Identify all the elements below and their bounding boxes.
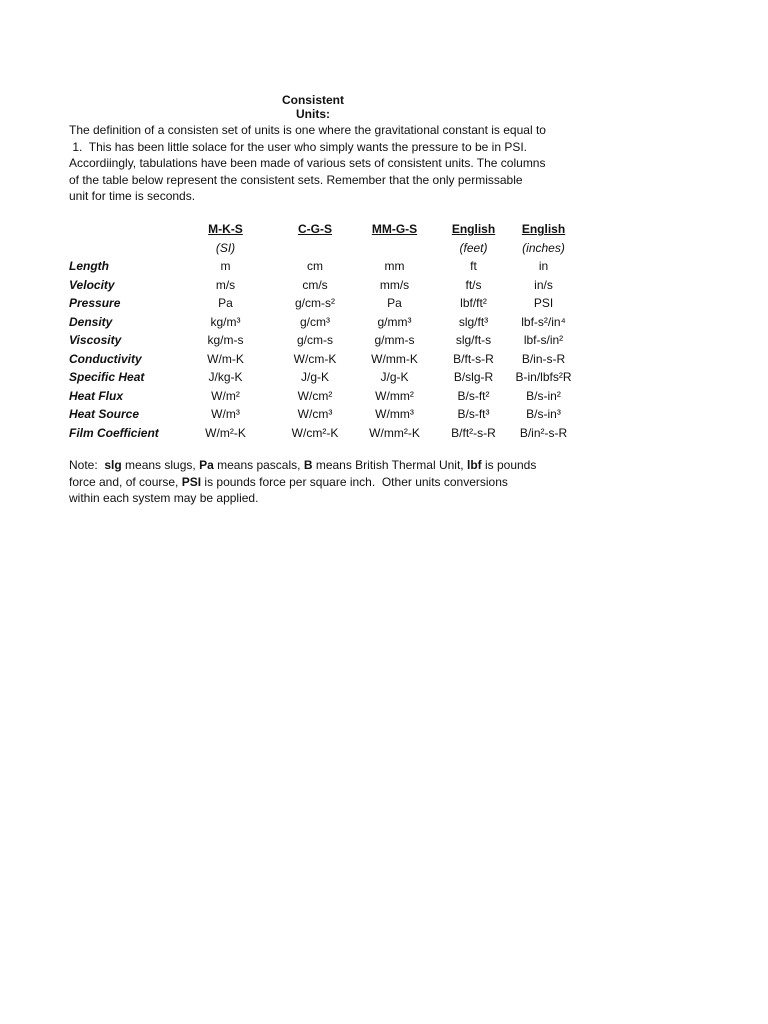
unit-cell: W/cm²-K bbox=[291, 425, 339, 440]
unit-cell: W/mm²-K bbox=[369, 425, 420, 440]
table-row bbox=[69, 313, 576, 332]
note-term-psi: PSI bbox=[181, 474, 202, 489]
note-text: Note: bbox=[69, 458, 105, 472]
intro-line: The definition of a consisten set of units is one where the gravitational constant is equal to bbox=[69, 123, 546, 137]
table-row bbox=[69, 257, 576, 276]
column-subheader-cgs bbox=[277, 239, 353, 258]
unit-cell: J/g-K bbox=[300, 370, 329, 385]
unit-cell: cm/s bbox=[302, 277, 328, 292]
unit-cell: g/mm³ bbox=[377, 314, 412, 329]
unit-cell: W/cm² bbox=[297, 388, 333, 403]
note-text: is pounds bbox=[481, 458, 537, 472]
unit-cell: Pa bbox=[387, 296, 402, 311]
unit-cell: in/s bbox=[534, 277, 553, 292]
unit-cell: W/m³ bbox=[211, 407, 240, 422]
column-header-cgs: C-G-S bbox=[298, 222, 332, 237]
column-header-mks: M-K-S bbox=[208, 222, 243, 237]
unit-cell: B/s-ft² bbox=[457, 388, 490, 403]
intro-line: 1. This has been little solace for the user who simply wants the pressure to be in PSI. bbox=[69, 139, 528, 154]
column-header-english-feet: English bbox=[451, 222, 496, 237]
unit-cell: lbf-s²/in⁴ bbox=[521, 314, 566, 329]
note-term-lbf: lbf bbox=[466, 458, 482, 472]
unit-cell: W/cm-K bbox=[293, 351, 337, 366]
unit-cell: W/m² bbox=[211, 388, 240, 403]
unit-cell: W/m²-K bbox=[205, 425, 246, 440]
consistent-units-table bbox=[69, 220, 576, 442]
table-row bbox=[69, 276, 576, 295]
table-row bbox=[69, 368, 576, 387]
document-title-line1: Consistent bbox=[281, 93, 344, 107]
note-term-b: B bbox=[303, 458, 313, 472]
unit-cell: in bbox=[538, 259, 549, 274]
unit-cell: mm bbox=[384, 259, 405, 274]
unit-cell: B/in²-s-R bbox=[519, 425, 568, 440]
column-subheader-mmgs bbox=[353, 239, 436, 258]
note-text: force and, of course, bbox=[69, 474, 182, 489]
row-quantity-label: Conductivity bbox=[69, 351, 142, 366]
table-row bbox=[69, 387, 576, 406]
unit-cell: B/ft²-s-R bbox=[451, 425, 496, 440]
unit-cell: slg/ft-s bbox=[455, 333, 492, 348]
row-quantity-label: Density bbox=[69, 314, 113, 329]
row-quantity-label: Heat Source bbox=[69, 407, 140, 422]
note-paragraph bbox=[69, 457, 589, 507]
note-text: means British Thermal Unit, bbox=[312, 458, 467, 472]
note-text: is pounds force per square inch. Other units conversions bbox=[201, 474, 508, 489]
table-row bbox=[69, 331, 576, 350]
note-term-pa: Pa bbox=[199, 458, 214, 472]
unit-cell: B/s-in² bbox=[526, 388, 561, 403]
unit-cell: lbf/ft² bbox=[460, 296, 487, 311]
table-corner-cell bbox=[69, 220, 174, 239]
unit-cell: W/mm³ bbox=[375, 407, 414, 422]
row-quantity-label: Specific Heat bbox=[69, 370, 145, 385]
unit-cell: g/mm-s bbox=[374, 333, 415, 348]
row-quantity-label: Film Coefficient bbox=[69, 425, 159, 440]
row-quantity-label: Velocity bbox=[69, 277, 115, 292]
unit-cell: B/slg-R bbox=[453, 370, 494, 385]
column-subheader-feet: (feet) bbox=[459, 240, 488, 255]
unit-cell: B/s-in³ bbox=[526, 407, 561, 422]
note-line-2 bbox=[69, 474, 589, 491]
table-body bbox=[69, 257, 576, 442]
document-title-line2: Units: bbox=[296, 107, 330, 121]
table-row bbox=[69, 424, 576, 443]
row-quantity-label: Length bbox=[69, 259, 109, 274]
note-text: means slugs, bbox=[121, 458, 200, 472]
unit-cell: kg/m³ bbox=[210, 314, 241, 329]
table-row bbox=[69, 405, 576, 424]
unit-cell: slg/ft³ bbox=[458, 314, 489, 329]
note-text: means pascals, bbox=[213, 458, 304, 472]
unit-cell: Pa bbox=[218, 296, 233, 311]
unit-cell: g/cm-s bbox=[297, 333, 333, 348]
column-header-english-inches: English bbox=[521, 222, 566, 237]
unit-cell: W/mm² bbox=[375, 388, 414, 403]
unit-cell: B-in/lbfs²R bbox=[515, 370, 572, 385]
column-subheader-inches: (inches) bbox=[522, 240, 565, 255]
unit-cell: B/in-s-R bbox=[521, 351, 566, 366]
table-subheader-row bbox=[69, 239, 576, 258]
unit-cell: g/cm-s² bbox=[295, 296, 335, 311]
intro-line: Accordiingly, tabulations have been made of various sets of consistent units. The columns bbox=[69, 156, 546, 170]
table-row bbox=[69, 350, 576, 369]
table-subheader-spacer bbox=[69, 239, 174, 258]
unit-cell: m bbox=[220, 259, 231, 274]
unit-cell: PSI bbox=[533, 296, 554, 311]
note-line-1 bbox=[69, 457, 589, 474]
unit-cell: m/s bbox=[215, 277, 236, 292]
intro-paragraph bbox=[69, 122, 589, 205]
unit-cell: W/cm³ bbox=[297, 407, 333, 422]
row-quantity-label: Heat Flux bbox=[69, 388, 124, 403]
unit-cell: ft/s bbox=[465, 277, 482, 292]
unit-cell: B/s-ft³ bbox=[457, 407, 490, 422]
unit-cell: W/m-K bbox=[207, 351, 244, 366]
table-header-row bbox=[69, 220, 576, 239]
intro-line: of the table below represent the consistent sets. Remember that the only permissable bbox=[69, 172, 523, 187]
unit-cell: g/cm³ bbox=[300, 314, 330, 329]
intro-line: unit for time is seconds. bbox=[69, 189, 196, 203]
unit-cell: W/mm-K bbox=[371, 351, 418, 366]
row-quantity-label: Viscosity bbox=[69, 333, 122, 348]
unit-cell: J/g-K bbox=[380, 370, 409, 385]
note-term-slg: slg bbox=[104, 458, 122, 472]
unit-cell: lbf-s/in² bbox=[523, 333, 564, 348]
unit-cell: J/kg-K bbox=[208, 370, 243, 385]
column-header-mmgs: MM-G-S bbox=[371, 222, 418, 237]
unit-cell: ft bbox=[470, 259, 477, 274]
note-line-3: within each system may be applied. bbox=[69, 491, 259, 505]
unit-cell: B/ft-s-R bbox=[453, 351, 494, 366]
column-subheader-si: (SI) bbox=[215, 240, 236, 255]
unit-cell: mm/s bbox=[379, 277, 410, 292]
table-row bbox=[69, 294, 576, 313]
unit-cell: cm bbox=[307, 259, 323, 274]
row-quantity-label: Pressure bbox=[69, 296, 121, 311]
unit-cell: kg/m-s bbox=[207, 333, 244, 348]
